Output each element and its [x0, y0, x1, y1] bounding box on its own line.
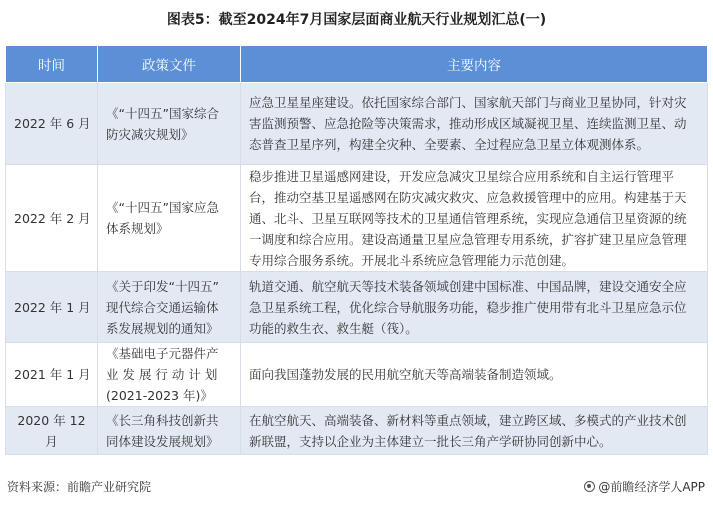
policy-document-cell — [98, 407, 241, 455]
policy-summary-table — [5, 45, 708, 455]
policy-document-cell — [98, 83, 241, 165]
app-logo-icon — [584, 481, 595, 492]
table-body — [6, 83, 708, 455]
table-header-row — [6, 46, 708, 83]
policy-document-line: 《关于印发“十四五” — [106, 278, 219, 294]
main-content-line: 通、北斗、卫星互联网等技术的卫星通信管理系统，实现应急通信卫星资源的统 — [249, 210, 687, 226]
table-row — [6, 407, 708, 455]
policy-document-line: 《“十四五”国家应急 — [106, 200, 219, 215]
time-cell — [6, 83, 98, 165]
time-line: 2020 年 12 — [17, 412, 86, 428]
header-time: 时间 — [6, 46, 98, 83]
main-content-line: 稳步推进卫星遥感网建设，开发应急减灾卫星综合应用系统和自主运行管理平 — [249, 168, 675, 184]
main-content-cell — [241, 83, 708, 165]
policy-document-line: 系发展规划的通知》 — [106, 320, 219, 336]
policy-document-line: 《基础电子元器件产 — [106, 346, 219, 361]
time-cell — [6, 272, 98, 343]
main-content-cell — [241, 407, 708, 455]
main-content-line: 一调度和综合应用。建设高通量卫星应急管理专用系统，扩容扩建卫星应急管理 — [249, 231, 687, 247]
main-content-line: 面向我国蓬勃发展的民用航空航天等高端装备制造领域。 — [249, 367, 562, 382]
main-content-line: 态普查卫星序列，构建全灾种、全要素、全过程应急卫星立体观测体系。 — [249, 137, 650, 152]
time-line: 2022 年 6 月 — [14, 116, 91, 131]
brand-credit — [584, 478, 705, 495]
policy-document-line: 防灾减灾规划》 — [106, 126, 194, 142]
time-cell — [6, 165, 98, 272]
main-content-line: 台，推动空基卫星遥感网在防灾减灾救灾、应急救援管理中的应用。构建基于天 — [249, 189, 687, 205]
main-content-line: 害监测预警、应急抢险等决策需求，推动形成区域凝视卫星、连续监测卫星、动 — [249, 116, 687, 131]
time-cell — [6, 407, 98, 455]
table-row — [6, 165, 708, 272]
policy-document-line: 同体建设发展规划》 — [106, 433, 219, 449]
page-title: 图表5：截至2024年7月国家层面商业航天行业规划汇总(一) — [166, 12, 547, 28]
time-line: 2021 年 1 月 — [14, 367, 91, 382]
policy-document-cell — [98, 343, 241, 407]
main-content-line: 功能的救生衣、救生艇（筏）。 — [249, 320, 418, 336]
brand-label: @前瞻经济学人APP — [598, 480, 705, 494]
table-row — [6, 343, 708, 407]
policy-document-line: 《长三角科技创新共 — [106, 412, 219, 428]
time-line: 2022 年 1 月 — [14, 299, 91, 315]
main-content-line: 应急卫星星座建设。依托国家综合部门、国家航天部门与商业卫星协同，针对灾 — [249, 95, 687, 110]
main-content-line: 轨道交通、航空航天等技术装备领域创建中国标准、中国品牌，建设交通安全应 — [249, 278, 687, 294]
time-line: 月 — [45, 433, 58, 449]
main-content-cell — [241, 272, 708, 343]
time-line: 2022 年 2 月 — [14, 210, 91, 226]
policy-document-line: 业 发 展 行 动 计 划 — [106, 367, 218, 382]
time-cell — [6, 343, 98, 407]
header-main-content: 主要内容 — [241, 46, 708, 83]
policy-document-line: 《“十四五”国家综合 — [106, 105, 219, 121]
main-content-cell — [241, 165, 708, 272]
main-content-line: 在航空航天、高端装备、新材料等重点领域，建立跨区域、多模式的产业技术创 — [249, 412, 687, 428]
main-content-line: 急卫星系统工程，优化综合导航服务功能，稳步推广使用带有北斗卫星应急示位 — [249, 299, 687, 315]
policy-document-line: (2021-2023 年)》 — [106, 388, 213, 403]
policy-document-line: 体系规划》 — [106, 221, 169, 236]
main-content-line: 新联盟，支持以企业为主体建立一批长三角产学研协同创新中心。 — [249, 433, 612, 449]
table-row — [6, 83, 708, 165]
policy-document-line: 现代综合交通运输体 — [106, 299, 219, 315]
table-row — [6, 272, 708, 343]
header-policy-document: 政策文件 — [98, 46, 241, 83]
policy-document-cell — [98, 165, 241, 272]
main-content-cell — [241, 343, 708, 407]
source-note: 资料来源：前瞻产业研究院 — [7, 480, 152, 494]
main-content-line: 专用综合服务系统。开展北斗系统应急管理能力示范创建。 — [249, 252, 575, 268]
policy-document-cell — [98, 272, 241, 343]
